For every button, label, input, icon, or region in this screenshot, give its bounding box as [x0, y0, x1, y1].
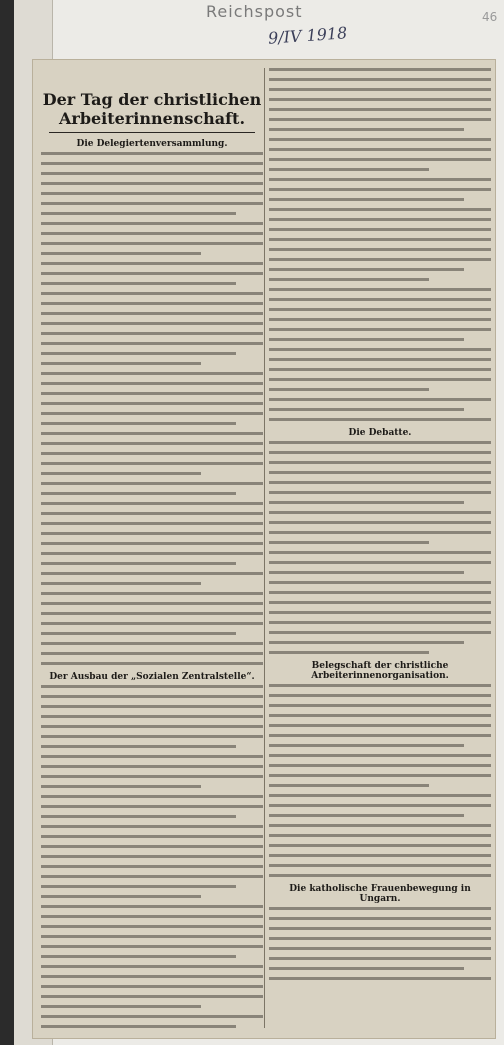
text-line [269, 854, 491, 857]
text-line [41, 302, 263, 305]
text-line [269, 511, 491, 514]
section-heading: Belegschaft der christliche Arbeiterinnenorganisation. [311, 661, 449, 681]
text-line [41, 482, 263, 485]
text-line [269, 388, 429, 391]
handwritten-date: 9/IV 1918 [267, 23, 348, 48]
text-line [41, 282, 236, 285]
text-line [269, 98, 491, 101]
text-line [41, 502, 263, 505]
text-line [269, 621, 491, 624]
text-line [269, 631, 491, 634]
text-line [269, 491, 491, 494]
text-line [269, 937, 491, 940]
text-line [41, 162, 263, 165]
body-text-block [269, 907, 491, 980]
text-line [41, 622, 263, 625]
text-line [269, 651, 429, 654]
text-line [269, 358, 491, 361]
text-line [41, 442, 263, 445]
text-line [41, 562, 236, 565]
text-line [269, 521, 491, 524]
text-line [269, 451, 491, 454]
text-line [269, 907, 491, 910]
text-line [269, 128, 464, 131]
text-line [41, 252, 201, 255]
text-line [269, 824, 491, 827]
text-line [41, 975, 263, 978]
body-text-block [269, 68, 491, 421]
text-line [41, 795, 263, 798]
text-line [269, 471, 491, 474]
text-line [269, 148, 491, 151]
text-line [269, 158, 491, 161]
text-line [269, 208, 491, 211]
text-line [41, 592, 263, 595]
text-line [41, 262, 263, 265]
text-line [41, 1025, 236, 1028]
text-line [41, 452, 263, 455]
title-underline [49, 132, 255, 133]
text-line [41, 432, 263, 435]
text-line [269, 714, 491, 717]
text-line [41, 985, 263, 988]
text-line [41, 292, 263, 295]
text-line [41, 182, 263, 185]
text-line [269, 461, 491, 464]
text-line [269, 298, 491, 301]
text-line [41, 222, 263, 225]
text-line [269, 378, 491, 381]
text-line [41, 695, 263, 698]
text-line [269, 774, 491, 777]
text-line [41, 522, 263, 525]
text-line [41, 915, 263, 918]
text-line [41, 422, 236, 425]
text-line [41, 755, 263, 758]
text-line [269, 977, 491, 980]
text-line [269, 501, 464, 504]
text-line [269, 927, 491, 930]
text-line [41, 965, 263, 968]
text-line [269, 834, 491, 837]
text-line [41, 725, 263, 728]
text-line [41, 242, 263, 245]
text-line [41, 212, 236, 215]
text-line [41, 342, 263, 345]
text-line [41, 925, 263, 928]
text-line [41, 362, 201, 365]
text-line [41, 272, 263, 275]
text-line [41, 855, 263, 858]
text-line [41, 705, 263, 708]
text-line [41, 372, 263, 375]
article-title: Der Tag der christlichen Arbeiterinnenschaft. [42, 90, 262, 128]
dark-background-edge [0, 0, 14, 1045]
body-text-block [41, 152, 263, 665]
text-line [41, 462, 263, 465]
text-line [269, 481, 491, 484]
text-line [41, 835, 263, 838]
text-line [41, 642, 263, 645]
text-line [269, 278, 429, 281]
text-line [41, 775, 263, 778]
text-line [269, 571, 464, 574]
text-line [269, 754, 491, 757]
text-line [269, 531, 491, 534]
text-line [41, 825, 263, 828]
text-line [41, 572, 263, 575]
text-line [269, 864, 491, 867]
text-line [269, 238, 491, 241]
text-line [269, 684, 491, 687]
text-line [269, 561, 491, 564]
text-line [269, 408, 464, 411]
text-line [269, 957, 491, 960]
text-line [269, 338, 464, 341]
text-line [41, 322, 263, 325]
text-line [41, 905, 263, 908]
text-line [269, 168, 429, 171]
text-line [41, 935, 263, 938]
text-line [269, 814, 464, 817]
text-line [269, 794, 491, 797]
body-text-block [41, 685, 263, 1028]
text-line [269, 611, 491, 614]
text-line [41, 612, 263, 615]
text-line [269, 724, 491, 727]
text-line [269, 68, 491, 71]
text-line [41, 735, 263, 738]
text-line [269, 551, 491, 554]
body-text-block [269, 441, 491, 654]
text-line [269, 78, 491, 81]
text-line [41, 552, 263, 555]
text-line [269, 178, 491, 181]
text-line [269, 441, 491, 444]
text-line [269, 218, 491, 221]
text-line [41, 152, 263, 155]
text-line [269, 398, 491, 401]
text-line [269, 198, 464, 201]
text-line [269, 804, 491, 807]
text-line [41, 472, 201, 475]
text-line [41, 312, 263, 315]
text-line [41, 765, 263, 768]
text-line [41, 542, 263, 545]
text-line [269, 541, 429, 544]
text-line [41, 995, 263, 998]
text-line [269, 764, 491, 767]
text-line [41, 1015, 263, 1018]
text-line [41, 332, 263, 335]
text-line [41, 382, 263, 385]
text-line [41, 955, 236, 958]
text-line [269, 318, 491, 321]
section-heading: Die katholische Frauenbewegung in Ungarn. [289, 884, 471, 904]
section-heading: Der Ausbau der „Sozialen Zentralstelle“. [49, 672, 255, 682]
text-line [269, 138, 491, 141]
text-line [41, 582, 201, 585]
text-line [41, 875, 263, 878]
text-line [269, 844, 491, 847]
text-line [269, 744, 464, 747]
text-line [41, 602, 263, 605]
text-line [269, 308, 491, 311]
text-line [41, 815, 236, 818]
text-line [269, 784, 429, 787]
text-line [41, 512, 263, 515]
text-line [269, 591, 491, 594]
text-line [269, 694, 491, 697]
page-number: 46 [482, 10, 498, 24]
text-line [41, 632, 236, 635]
text-line [41, 412, 263, 415]
text-line [269, 258, 491, 261]
text-line [269, 248, 491, 251]
text-line [41, 532, 263, 535]
text-line [41, 805, 263, 808]
text-line [269, 601, 491, 604]
text-line [41, 865, 263, 868]
text-line [269, 967, 464, 970]
column-divider [264, 68, 265, 1028]
text-line [41, 1005, 201, 1008]
text-line [269, 418, 491, 421]
body-text-block [269, 684, 491, 877]
text-line [269, 641, 464, 644]
text-line [41, 352, 236, 355]
newspaper-name: Reichspost [206, 2, 303, 21]
text-line [269, 874, 491, 877]
text-line [41, 172, 263, 175]
article-column-right [269, 68, 491, 1028]
section-heading: Die Delegiertenversammlung. [76, 139, 228, 149]
text-line [269, 118, 491, 121]
text-line [269, 188, 491, 191]
text-line [41, 785, 201, 788]
text-line [41, 392, 263, 395]
text-line [269, 268, 464, 271]
text-line [41, 192, 263, 195]
text-line [41, 895, 201, 898]
text-line [41, 745, 236, 748]
text-line [41, 652, 263, 655]
text-line [269, 288, 491, 291]
text-line [41, 662, 263, 665]
text-line [269, 581, 491, 584]
text-line [269, 734, 491, 737]
text-line [41, 945, 263, 948]
text-line [269, 88, 491, 91]
text-line [269, 947, 491, 950]
text-line [269, 368, 491, 371]
text-line [41, 202, 263, 205]
text-line [269, 228, 491, 231]
text-line [41, 685, 263, 688]
text-line [41, 845, 263, 848]
text-line [41, 885, 236, 888]
text-line [41, 492, 236, 495]
text-line [269, 704, 491, 707]
newspaper-clipping [33, 60, 495, 1038]
article-column-left [41, 68, 263, 1028]
text-line [269, 108, 491, 111]
section-heading: Die Debatte. [348, 428, 412, 438]
text-line [41, 402, 263, 405]
text-line [269, 348, 491, 351]
text-line [269, 917, 491, 920]
text-line [41, 715, 263, 718]
text-line [41, 232, 263, 235]
text-line [269, 328, 491, 331]
